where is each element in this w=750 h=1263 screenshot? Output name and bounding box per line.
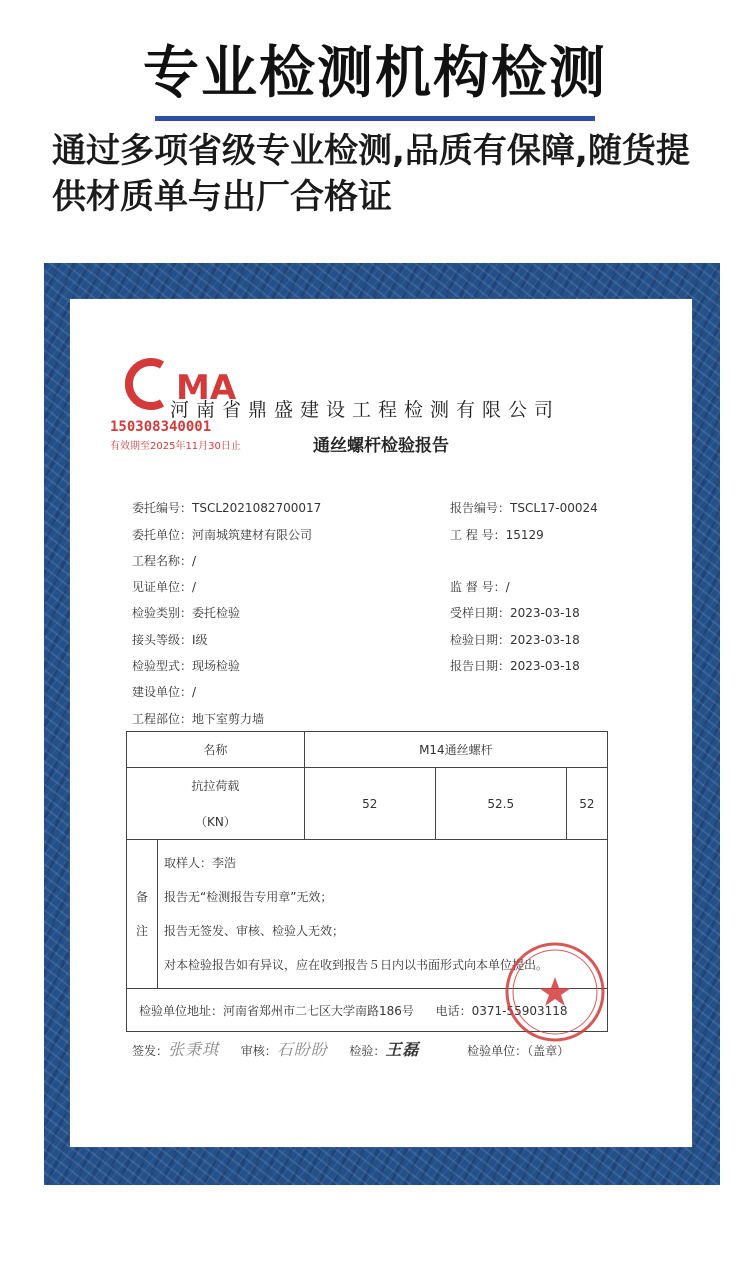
title-underline [155, 116, 595, 121]
remark-item: 报告无“检测报告专用章”无效； [164, 890, 333, 904]
unit-seal-label: 检验单位：（盖章） [467, 1044, 570, 1058]
table-row-name [127, 732, 608, 768]
field-project-no: 工 程 号：15129 [450, 528, 544, 542]
remarks-label-2: 注 [135, 924, 148, 938]
remark-item: 报告无签发、审核、检验人无效； [164, 924, 345, 938]
issue-signature: 张秉琪 [168, 1040, 220, 1059]
inspection-address: 检验单位地址：河南省郑州市二七区大学南路186号 [139, 1003, 414, 1018]
remark-item: 取样人：李浩 [164, 856, 237, 870]
field-commission-no: 委托编号：TSCL2021082700017 [132, 501, 322, 515]
field-receive-date: 受样日期：2023-03-18 [450, 606, 580, 620]
load-unit: （KN） [194, 814, 236, 829]
field-test-type: 检验型式：现场检验 [132, 659, 241, 673]
official-seal-icon [502, 939, 608, 1045]
signature-row [132, 1037, 569, 1060]
field-supervision-no: 监 督 号：/ [450, 580, 510, 594]
review-signature: 石盼盼 [276, 1040, 328, 1059]
page-title: 专业检测机构检测 [143, 41, 607, 106]
field-project-name: 工程名称：/ [132, 554, 197, 568]
inspection-phone: 电话：0371-55903118 [435, 1003, 568, 1018]
field-report-date: 报告日期：2023-03-18 [450, 659, 580, 673]
field-joint-grade: 接头等级：Ⅰ级 [132, 633, 208, 647]
inspect-signature: 王磊 [385, 1040, 420, 1059]
field-test-date: 检验日期：2023-03-18 [450, 633, 580, 647]
review-label: 审核： [240, 1044, 277, 1058]
issue-label: 签发： [132, 1044, 169, 1058]
cert-validity: 有效期至2025年11月30日止 [110, 441, 241, 452]
name-value: M14通丝螺杆 [304, 732, 607, 768]
cert-number: 150308340001 [110, 419, 212, 435]
field-witness-unit: 见证单位：/ [132, 580, 197, 594]
company-name: 河南省鼎盛建设工程检测有限公司 [170, 399, 561, 421]
load-label: 抗拉荷载 [191, 778, 240, 793]
field-construction-unit: 建设单位：/ [132, 685, 197, 699]
table-row-load [127, 768, 608, 840]
report-title: 通丝螺杆检验报告 [313, 436, 449, 456]
remarks-label-cell [127, 840, 158, 989]
inspection-report [70, 299, 692, 1147]
field-test-category: 检验类别：委托检验 [132, 606, 241, 620]
cma-logo-text: MA [176, 368, 237, 408]
load-label-cell [127, 768, 305, 840]
load-value-2: 52.5 [435, 768, 566, 840]
remark-item: 对本检验报告如有异议，应在收到报告５日内以书面形式向本单位提出。 [164, 958, 549, 972]
field-report-no: 报告编号：TSCL17-00024 [450, 501, 598, 515]
load-value-3: 52 [566, 768, 607, 840]
remarks-label-1: 备 [135, 890, 148, 904]
name-label: 名称 [127, 732, 305, 768]
subtitle: 通过多项省级专业检测,品质有保障,随货提供材质单与出厂合格证 [52, 131, 690, 217]
inspect-label: 检验： [349, 1044, 386, 1058]
load-value-1: 52 [304, 768, 435, 840]
field-client: 委托单位：河南城筑建材有限公司 [132, 528, 313, 542]
field-project-part: 工程部位：地下室剪力墙 [132, 712, 265, 726]
